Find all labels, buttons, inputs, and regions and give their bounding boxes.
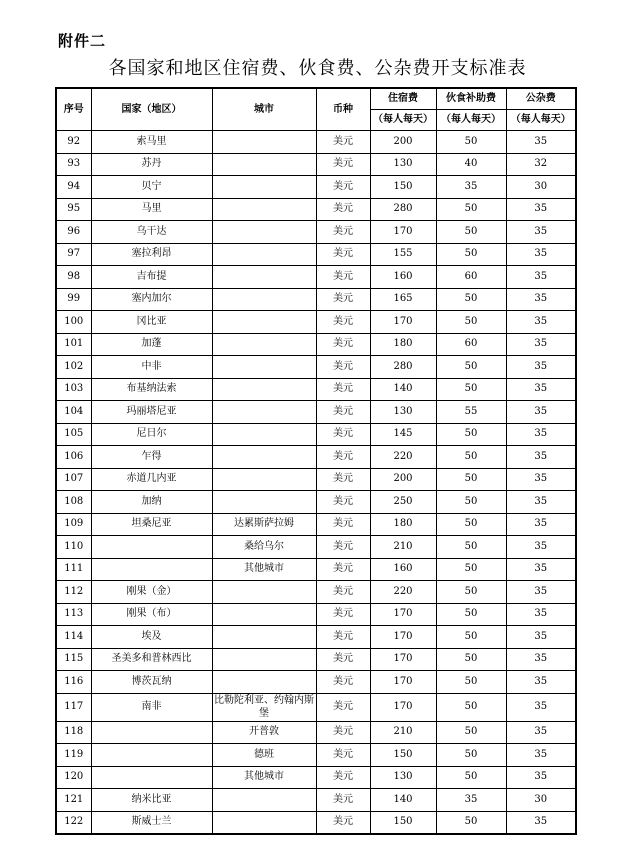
- meal-cell: 50: [436, 581, 506, 604]
- meal-cell: 50: [436, 378, 506, 401]
- row-number: 95: [56, 198, 91, 221]
- country-cell: 埃及: [91, 626, 212, 649]
- city-cell: [212, 176, 316, 199]
- currency-cell: 美元: [316, 513, 370, 536]
- misc-cell: 35: [506, 721, 576, 744]
- misc-cell: 35: [506, 266, 576, 289]
- country-cell: 赤道几内亚: [91, 468, 212, 491]
- meal-cell: 50: [436, 811, 506, 834]
- city-cell: 开普敦: [212, 721, 316, 744]
- lodging-cell: 200: [370, 131, 436, 154]
- row-number: 106: [56, 446, 91, 469]
- currency-cell: 美元: [316, 423, 370, 446]
- meal-cell: 50: [436, 693, 506, 721]
- meal-cell: 50: [436, 198, 506, 221]
- lodging-cell: 280: [370, 198, 436, 221]
- currency-cell: 美元: [316, 811, 370, 834]
- meal-cell: 50: [436, 626, 506, 649]
- country-cell: 刚果（金）: [91, 581, 212, 604]
- meal-cell: 50: [436, 288, 506, 311]
- lodging-cell: 200: [370, 468, 436, 491]
- lodging-cell: 250: [370, 491, 436, 514]
- row-number: 105: [56, 423, 91, 446]
- meal-cell: 40: [436, 153, 506, 176]
- currency-cell: 美元: [316, 744, 370, 767]
- currency-cell: 美元: [316, 491, 370, 514]
- meal-cell: 50: [436, 648, 506, 671]
- city-cell: 达累斯萨拉姆: [212, 513, 316, 536]
- city-cell: 德班: [212, 744, 316, 767]
- misc-cell: 35: [506, 744, 576, 767]
- meal-cell: 50: [436, 513, 506, 536]
- table-row: [56, 378, 576, 401]
- country-cell: 乍得: [91, 446, 212, 469]
- country-cell: 塞内加尔: [91, 288, 212, 311]
- lodging-cell: 150: [370, 811, 436, 834]
- row-number: 111: [56, 558, 91, 581]
- table-row: [56, 356, 576, 379]
- table-row: [56, 221, 576, 244]
- meal-cell: 50: [436, 744, 506, 767]
- table-row: [56, 243, 576, 266]
- table-row: [56, 789, 576, 812]
- misc-cell: 35: [506, 356, 576, 379]
- meal-cell: 60: [436, 333, 506, 356]
- city-cell: [212, 446, 316, 469]
- country-cell: 贝宁: [91, 176, 212, 199]
- row-number: 96: [56, 221, 91, 244]
- misc-cell: 30: [506, 176, 576, 199]
- misc-cell: 35: [506, 311, 576, 334]
- row-number: 108: [56, 491, 91, 514]
- row-number: 107: [56, 468, 91, 491]
- row-number: 110: [56, 536, 91, 559]
- row-number: 92: [56, 131, 91, 154]
- lodging-cell: 170: [370, 671, 436, 694]
- row-number: 103: [56, 378, 91, 401]
- country-cell: 刚果（布）: [91, 603, 212, 626]
- city-cell: 桑给乌尔: [212, 536, 316, 559]
- misc-cell: 35: [506, 378, 576, 401]
- misc-cell: 32: [506, 153, 576, 176]
- country-cell: 马里: [91, 198, 212, 221]
- country-cell: 吉布提: [91, 266, 212, 289]
- misc-cell: 35: [506, 468, 576, 491]
- meal-cell: 55: [436, 401, 506, 424]
- meal-cell: 50: [436, 491, 506, 514]
- misc-cell: 35: [506, 401, 576, 424]
- misc-cell: 35: [506, 513, 576, 536]
- row-number: 109: [56, 513, 91, 536]
- country-cell: 纳米比亚: [91, 789, 212, 812]
- table-row: [56, 558, 576, 581]
- currency-cell: 美元: [316, 378, 370, 401]
- lodging-cell: 170: [370, 693, 436, 721]
- row-number: 104: [56, 401, 91, 424]
- lodging-cell: 130: [370, 401, 436, 424]
- country-cell: 加蓬: [91, 333, 212, 356]
- header-misc-unit: （每人每天）: [506, 110, 576, 131]
- misc-cell: 35: [506, 581, 576, 604]
- lodging-cell: 220: [370, 446, 436, 469]
- meal-cell: 50: [436, 131, 506, 154]
- table-row: [56, 721, 576, 744]
- country-cell: 苏丹: [91, 153, 212, 176]
- city-cell: [212, 378, 316, 401]
- row-number: 112: [56, 581, 91, 604]
- row-number: 98: [56, 266, 91, 289]
- city-cell: [212, 626, 316, 649]
- row-number: 113: [56, 603, 91, 626]
- row-number: 121: [56, 789, 91, 812]
- city-cell: [212, 243, 316, 266]
- misc-cell: 35: [506, 491, 576, 514]
- country-cell: 南非: [91, 693, 212, 721]
- misc-cell: 35: [506, 603, 576, 626]
- misc-cell: 35: [506, 423, 576, 446]
- city-cell: [212, 333, 316, 356]
- table-row: [56, 446, 576, 469]
- currency-cell: 美元: [316, 536, 370, 559]
- table-row: [56, 153, 576, 176]
- lodging-cell: 140: [370, 789, 436, 812]
- country-cell: [91, 558, 212, 581]
- city-cell: [212, 603, 316, 626]
- city-cell: 其他城市: [212, 558, 316, 581]
- table-row: [56, 198, 576, 221]
- lodging-cell: 210: [370, 721, 436, 744]
- currency-cell: 美元: [316, 789, 370, 812]
- country-cell: 冈比亚: [91, 311, 212, 334]
- table-row: [56, 288, 576, 311]
- header-meal: 伙食补助费: [436, 88, 506, 110]
- misc-cell: 35: [506, 221, 576, 244]
- currency-cell: 美元: [316, 153, 370, 176]
- currency-cell: 美元: [316, 356, 370, 379]
- row-number: 94: [56, 176, 91, 199]
- lodging-cell: 170: [370, 648, 436, 671]
- table-row: [56, 581, 576, 604]
- currency-cell: 美元: [316, 266, 370, 289]
- country-cell: [91, 536, 212, 559]
- meal-cell: 50: [436, 536, 506, 559]
- table-row: [56, 513, 576, 536]
- meal-cell: 35: [436, 176, 506, 199]
- meal-cell: 50: [436, 766, 506, 789]
- table-row: [56, 333, 576, 356]
- misc-cell: 35: [506, 288, 576, 311]
- currency-cell: 美元: [316, 581, 370, 604]
- row-number: 122: [56, 811, 91, 834]
- misc-cell: 35: [506, 536, 576, 559]
- lodging-cell: 170: [370, 221, 436, 244]
- table-row: [56, 266, 576, 289]
- country-cell: 布基纳法索: [91, 378, 212, 401]
- table-row: [56, 401, 576, 424]
- row-number: 120: [56, 766, 91, 789]
- lodging-cell: 180: [370, 333, 436, 356]
- table-row: [56, 693, 576, 721]
- lodging-cell: 145: [370, 423, 436, 446]
- city-cell: [212, 491, 316, 514]
- lodging-cell: 160: [370, 558, 436, 581]
- misc-cell: 35: [506, 243, 576, 266]
- currency-cell: 美元: [316, 721, 370, 744]
- currency-cell: 美元: [316, 766, 370, 789]
- meal-cell: 35: [436, 789, 506, 812]
- city-cell: [212, 648, 316, 671]
- currency-cell: 美元: [316, 468, 370, 491]
- country-cell: 尼日尔: [91, 423, 212, 446]
- header-misc: 公杂费: [506, 88, 576, 110]
- lodging-cell: 165: [370, 288, 436, 311]
- table-row: [56, 536, 576, 559]
- currency-cell: 美元: [316, 131, 370, 154]
- country-cell: 乌干达: [91, 221, 212, 244]
- country-cell: 玛丽塔尼亚: [91, 401, 212, 424]
- meal-cell: 50: [436, 721, 506, 744]
- city-cell: [212, 288, 316, 311]
- row-number: 114: [56, 626, 91, 649]
- city-cell: [212, 423, 316, 446]
- city-cell: [212, 581, 316, 604]
- misc-cell: 35: [506, 626, 576, 649]
- row-number: 100: [56, 311, 91, 334]
- country-cell: 斯威士兰: [91, 811, 212, 834]
- lodging-cell: 180: [370, 513, 436, 536]
- city-cell: [212, 221, 316, 244]
- meal-cell: 50: [436, 446, 506, 469]
- allowance-standards-table: [55, 87, 577, 835]
- lodging-cell: 220: [370, 581, 436, 604]
- table-row: [56, 811, 576, 834]
- header-no: 序号: [56, 88, 91, 131]
- meal-cell: 50: [436, 468, 506, 491]
- country-cell: [91, 721, 212, 744]
- country-cell: 加纳: [91, 491, 212, 514]
- currency-cell: 美元: [316, 198, 370, 221]
- currency-cell: 美元: [316, 558, 370, 581]
- country-cell: 索马里: [91, 131, 212, 154]
- row-number: 115: [56, 648, 91, 671]
- document-title: 各国家和地区住宿费、伙食费、公杂费开支标准表: [108, 58, 527, 79]
- row-number: 102: [56, 356, 91, 379]
- misc-cell: 35: [506, 131, 576, 154]
- row-number: 116: [56, 671, 91, 694]
- lodging-cell: 280: [370, 356, 436, 379]
- meal-cell: 50: [436, 221, 506, 244]
- currency-cell: 美元: [316, 648, 370, 671]
- currency-cell: 美元: [316, 693, 370, 721]
- meal-cell: 50: [436, 356, 506, 379]
- country-cell: [91, 766, 212, 789]
- country-cell: 坦桑尼亚: [91, 513, 212, 536]
- currency-cell: 美元: [316, 176, 370, 199]
- table-row: [56, 468, 576, 491]
- table-row: [56, 176, 576, 199]
- currency-cell: 美元: [316, 401, 370, 424]
- city-cell: [212, 789, 316, 812]
- meal-cell: 50: [436, 423, 506, 446]
- misc-cell: 35: [506, 333, 576, 356]
- table-row: [56, 626, 576, 649]
- currency-cell: 美元: [316, 446, 370, 469]
- table-body: [56, 131, 576, 835]
- misc-cell: 35: [506, 446, 576, 469]
- city-cell: [212, 153, 316, 176]
- row-number: 118: [56, 721, 91, 744]
- city-cell: [212, 671, 316, 694]
- row-number: 99: [56, 288, 91, 311]
- row-number: 93: [56, 153, 91, 176]
- currency-cell: 美元: [316, 288, 370, 311]
- misc-cell: 35: [506, 648, 576, 671]
- currency-cell: 美元: [316, 671, 370, 694]
- misc-cell: 35: [506, 766, 576, 789]
- meal-cell: 50: [436, 603, 506, 626]
- table-row: [56, 131, 576, 154]
- lodging-cell: 170: [370, 626, 436, 649]
- header-lodging: 住宿费: [370, 88, 436, 110]
- row-number: 101: [56, 333, 91, 356]
- city-cell: [212, 131, 316, 154]
- table-row: [56, 311, 576, 334]
- misc-cell: 35: [506, 198, 576, 221]
- row-number: 119: [56, 744, 91, 767]
- meal-cell: 50: [436, 671, 506, 694]
- currency-cell: 美元: [316, 333, 370, 356]
- country-cell: 博茨瓦纳: [91, 671, 212, 694]
- misc-cell: 35: [506, 558, 576, 581]
- row-number: 97: [56, 243, 91, 266]
- meal-cell: 50: [436, 243, 506, 266]
- country-cell: 塞拉利昂: [91, 243, 212, 266]
- lodging-cell: 170: [370, 603, 436, 626]
- table-row: [56, 766, 576, 789]
- misc-cell: 35: [506, 811, 576, 834]
- misc-cell: 35: [506, 693, 576, 721]
- lodging-cell: 130: [370, 766, 436, 789]
- city-cell: [212, 311, 316, 334]
- table-row: [56, 671, 576, 694]
- header-lodging-unit: （每人每天）: [370, 110, 436, 131]
- lodging-cell: 170: [370, 311, 436, 334]
- header-meal-unit: （每人每天）: [436, 110, 506, 131]
- lodging-cell: 150: [370, 176, 436, 199]
- header-country: 国家（地区）: [91, 88, 212, 131]
- currency-cell: 美元: [316, 221, 370, 244]
- currency-cell: 美元: [316, 626, 370, 649]
- city-cell: 其他城市: [212, 766, 316, 789]
- row-number: 117: [56, 693, 91, 721]
- attachment-label: 附件二: [58, 32, 107, 50]
- meal-cell: 60: [436, 266, 506, 289]
- table-row: [56, 603, 576, 626]
- city-cell: [212, 266, 316, 289]
- meal-cell: 50: [436, 558, 506, 581]
- meal-cell: 50: [436, 311, 506, 334]
- city-cell: 比勒陀利亚、约翰内斯堡: [214, 695, 314, 719]
- country-cell: [91, 744, 212, 767]
- lodging-cell: 150: [370, 744, 436, 767]
- country-cell: 圣美多和普林西比: [91, 648, 212, 671]
- header-currency: 币种: [316, 88, 370, 131]
- city-cell: [212, 811, 316, 834]
- header-city: 城市: [212, 88, 316, 131]
- currency-cell: 美元: [316, 603, 370, 626]
- currency-cell: 美元: [316, 311, 370, 334]
- lodging-cell: 155: [370, 243, 436, 266]
- misc-cell: 35: [506, 671, 576, 694]
- lodging-cell: 160: [370, 266, 436, 289]
- city-cell: [212, 356, 316, 379]
- table-row: [56, 648, 576, 671]
- table-row: [56, 491, 576, 514]
- lodging-cell: 140: [370, 378, 436, 401]
- city-cell: [212, 468, 316, 491]
- misc-cell: 30: [506, 789, 576, 812]
- table-row: [56, 423, 576, 446]
- lodging-cell: 210: [370, 536, 436, 559]
- currency-cell: 美元: [316, 243, 370, 266]
- city-cell: [212, 401, 316, 424]
- lodging-cell: 130: [370, 153, 436, 176]
- city-cell: [212, 198, 316, 221]
- table-row: [56, 744, 576, 767]
- country-cell: 中非: [91, 356, 212, 379]
